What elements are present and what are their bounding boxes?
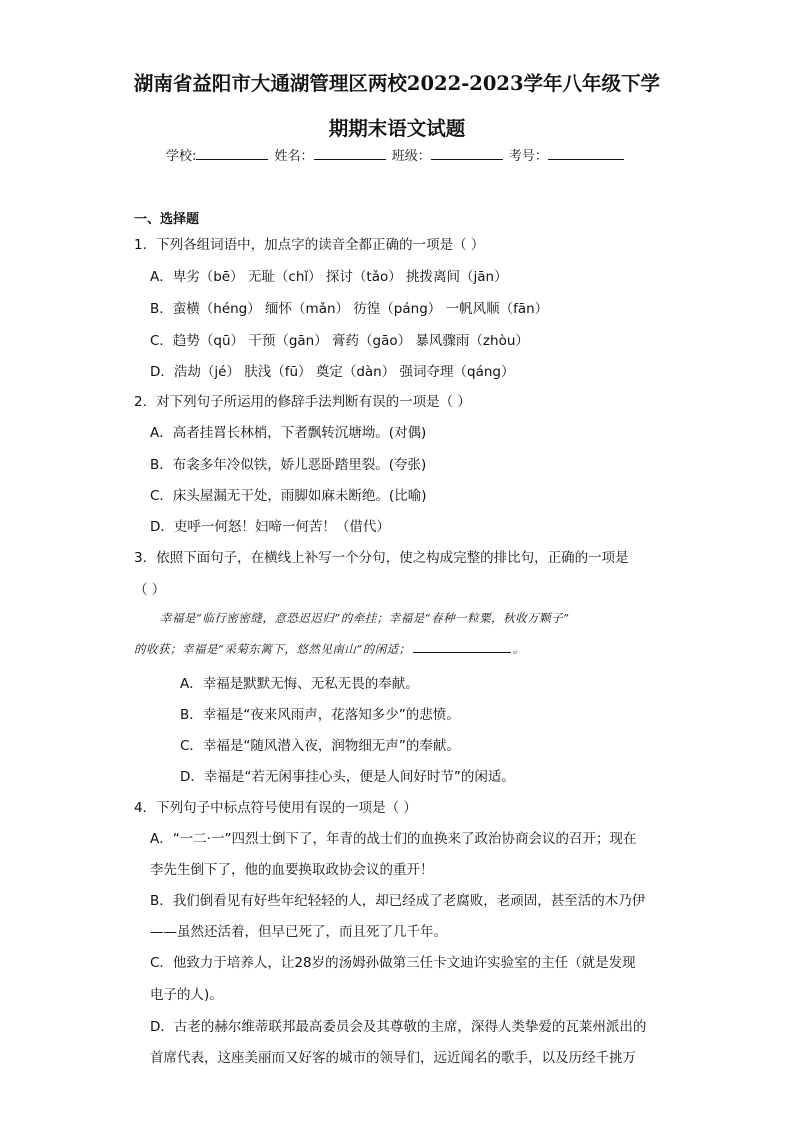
q1-option-d: D．浩劫（jé） 肤浅（fū） 奠定（dàn） 强词夺理（qáng） [150, 364, 515, 380]
q3-answer-blank [413, 641, 511, 653]
q2-option-c: C．床头屋漏无干处，雨脚如麻未断绝。(比喻) [150, 488, 427, 504]
q4-option-d-line2: 首席代表，这座美丽而又好客的城市的领导们，远近闻名的歌手，以及历经千挑万 [150, 1050, 636, 1066]
school-blank [196, 146, 268, 160]
class-label: 班级： [391, 149, 431, 164]
q4-option-b-line1: B．我们倒看见有好些年纪轻轻的人，却已经成了老腐败，老顽固，甚至活的木乃伊 [150, 893, 646, 909]
q2-stem: 2．对下列句子所运用的修辞手法判断有误的一项是（ ） [134, 394, 471, 410]
q1-option-a: A．卑劣（bē） 无耻（chǐ） 探讨（tǎo） 挑拨离间（jān） [150, 269, 508, 285]
q4-option-a-line2: 李先生倒下了，他的血要换取政协会议的重开！ [150, 862, 434, 878]
q1-stem: 1．下列各组词语中，加点字的读音全都正确的一项是（ ） [134, 237, 485, 253]
q3-quote-text: 的收获；幸福是“采菊东篱下，悠然见南山”的闲适； [134, 642, 411, 656]
q4-stem: 4．下列句子中标点符号使用有误的一项是（ ） [134, 800, 417, 816]
name-blank [314, 146, 386, 160]
q1-option-b: B．蛮横（héng） 缅怀（mǎn） 彷徨（páng） 一帆风顺（fān） [150, 301, 549, 317]
exam-number-label: 考号： [508, 149, 548, 164]
exam-title-line1: 湖南省益阳市大通湖管理区两校2022-2023学年八年级下学 [133, 72, 661, 95]
school-label: 学校: [166, 149, 197, 164]
q4-option-a-line1: A．“一二·一”四烈士倒下了，年青的战士们的血换来了政治协商会议的召开；现在 [150, 831, 637, 847]
q2-option-b: B．布衾多年冷似铁，娇儿恶卧踏里裂。(夸张) [150, 457, 427, 473]
q1-option-c: C．趋势（qū） 干预（gān） 膏药（gāo） 暴风骤雨（zhòu） [150, 333, 529, 349]
name-label: 姓名： [274, 149, 314, 164]
q4-option-b-line2: ——虽然还活着，但早已死了，而且死了几千年。 [150, 924, 447, 940]
q4-option-c-line1: C．他致力于培养人，让28岁的汤姆孙做第三任卡文迪许实验室的主任（就是发现 [150, 955, 636, 971]
exam-title-line2: 期期末语文试题 [328, 117, 466, 140]
q2-option-a: A．高者挂罥长林梢，下者飘转沉塘坳。(对偶) [150, 425, 427, 441]
class-blank [431, 146, 503, 160]
q3-stem-bracket: （ ） [134, 582, 166, 598]
q3-option-d: D．幸福是“若无闲事挂心头，便是人间好时节”的闲适。 [180, 769, 515, 785]
q3-option-c: C．幸福是“随风潜入夜，润物细无声”的奉献。 [180, 738, 460, 754]
q3-option-b: B．幸福是“夜来风雨声，花落知多少”的悲愤。 [180, 707, 460, 723]
q3-quote-line2 [134, 641, 525, 657]
q4-option-c-line2: 电子的人)。 [150, 987, 223, 1003]
q3-option-a: A．幸福是默默无悔、无私无畏的奉献。 [180, 676, 419, 692]
q4-option-d-line1: D．古老的赫尔维蒂联邦最高委员会及其尊敬的主席，深得人类挚爱的瓦莱州派出的 [150, 1019, 647, 1035]
q3-stem: 3．依照下面句子，在横线上补写一个分句，使之构成完整的排比句，正确的一项是 [134, 550, 629, 566]
q2-option-d: D．吏呼一何怒！妇啼一何苦！（借代） [150, 519, 390, 535]
q3-quote-line1: 幸福是“临行密密缝，意恐迟迟归”的牵挂；幸福是“春种一粒粟，秋收万颗子” [160, 611, 570, 625]
q3-quote-period: 。 [512, 642, 525, 656]
section-heading: 一、选择题 [134, 212, 200, 227]
exam-number-blank [548, 146, 624, 160]
student-info-row [166, 145, 636, 164]
